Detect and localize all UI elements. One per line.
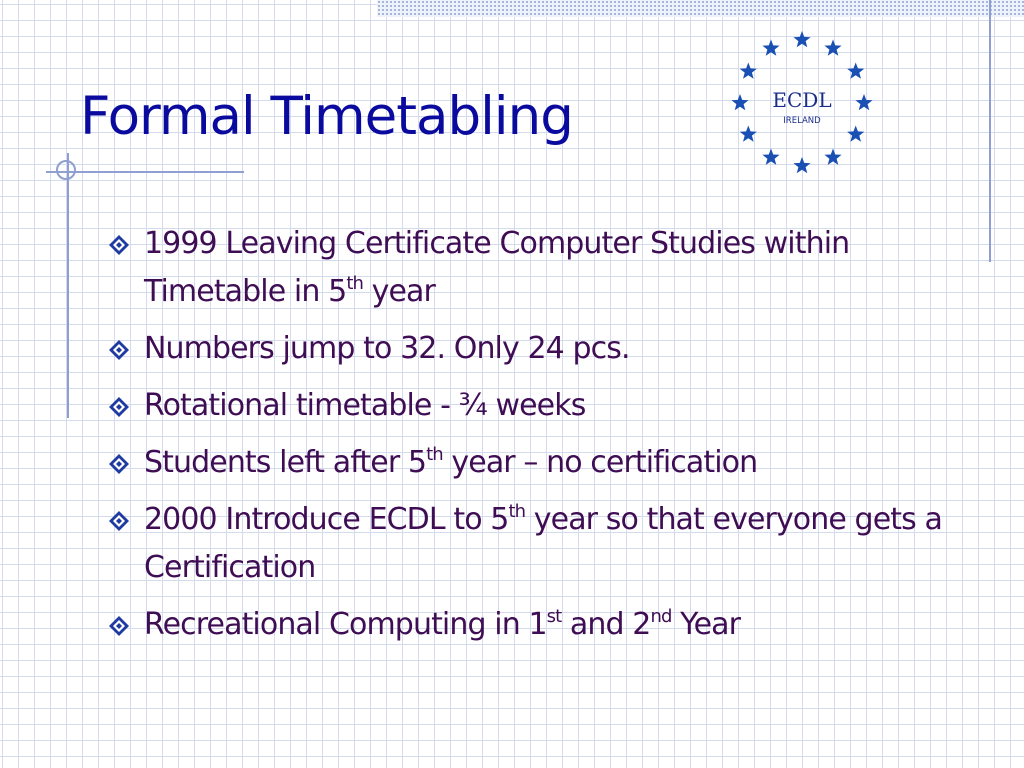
diamond-bullet-icon bbox=[108, 453, 130, 475]
logo-star-icon bbox=[847, 63, 864, 79]
bullet-superscript: th bbox=[346, 273, 363, 294]
bullet-list bbox=[108, 220, 968, 658]
bullet-superscript: th bbox=[426, 444, 443, 465]
bullet-text: 1999 Leaving Certificate Computer Studies within Timetable in 5 bbox=[144, 226, 850, 309]
ecdl-ireland-logo bbox=[728, 25, 876, 181]
diamond-bullet-icon bbox=[108, 615, 130, 637]
bullet-text: 2000 Introduce ECDL to 5 bbox=[144, 502, 509, 537]
logo-star-icon bbox=[855, 94, 872, 110]
logo-star-icon bbox=[824, 149, 841, 165]
bullet-item bbox=[108, 601, 968, 649]
slide-title: Formal Timetabling bbox=[80, 86, 573, 147]
logo-star-icon bbox=[740, 126, 757, 142]
logo-star-icon bbox=[762, 149, 779, 165]
bullet-text: year – no certification bbox=[442, 445, 758, 480]
logo-star-icon bbox=[793, 157, 810, 173]
logo-star-icon bbox=[793, 31, 810, 47]
bullet-text: year so that everyone gets a Certification bbox=[144, 502, 942, 585]
logo-star-icon bbox=[824, 39, 841, 55]
logo-star-icon bbox=[740, 63, 757, 79]
diamond-bullet-icon bbox=[108, 234, 130, 256]
bullet-text: and 2 bbox=[561, 607, 651, 642]
diamond-bullet-icon bbox=[108, 339, 130, 361]
bullet-item bbox=[108, 382, 968, 430]
right-vertical-rule bbox=[989, 0, 991, 262]
bullet-text: Year bbox=[671, 607, 741, 642]
bullet-text: Numbers jump to 32. Only 24 pcs. bbox=[144, 331, 630, 366]
bullet-text: Recreational Computing in 1 bbox=[144, 607, 547, 642]
bullet-item bbox=[108, 496, 968, 592]
top-decorative-strip bbox=[377, 0, 1024, 17]
bullet-text: Students left after 5 bbox=[144, 445, 427, 480]
bullet-item bbox=[108, 325, 968, 373]
bullet-text: Rotational timetable - ¾ weeks bbox=[144, 388, 586, 423]
bullet-item bbox=[108, 439, 968, 487]
logo-subtitle: IRELAND bbox=[783, 116, 821, 126]
logo-text: ECDL bbox=[772, 88, 832, 112]
logo-star-icon bbox=[762, 39, 779, 55]
logo-star-icon bbox=[731, 94, 748, 110]
left-vertical-rule bbox=[67, 153, 69, 418]
bullet-superscript: nd bbox=[650, 606, 672, 627]
corner-circle-ornament bbox=[56, 160, 76, 180]
diamond-bullet-icon bbox=[108, 510, 130, 532]
diamond-bullet-icon bbox=[108, 396, 130, 418]
bullet-item bbox=[108, 220, 968, 316]
bullet-superscript: th bbox=[508, 501, 526, 522]
bullet-text: year bbox=[362, 274, 435, 309]
bullet-superscript: st bbox=[546, 606, 562, 627]
logo-star-icon bbox=[847, 126, 864, 142]
